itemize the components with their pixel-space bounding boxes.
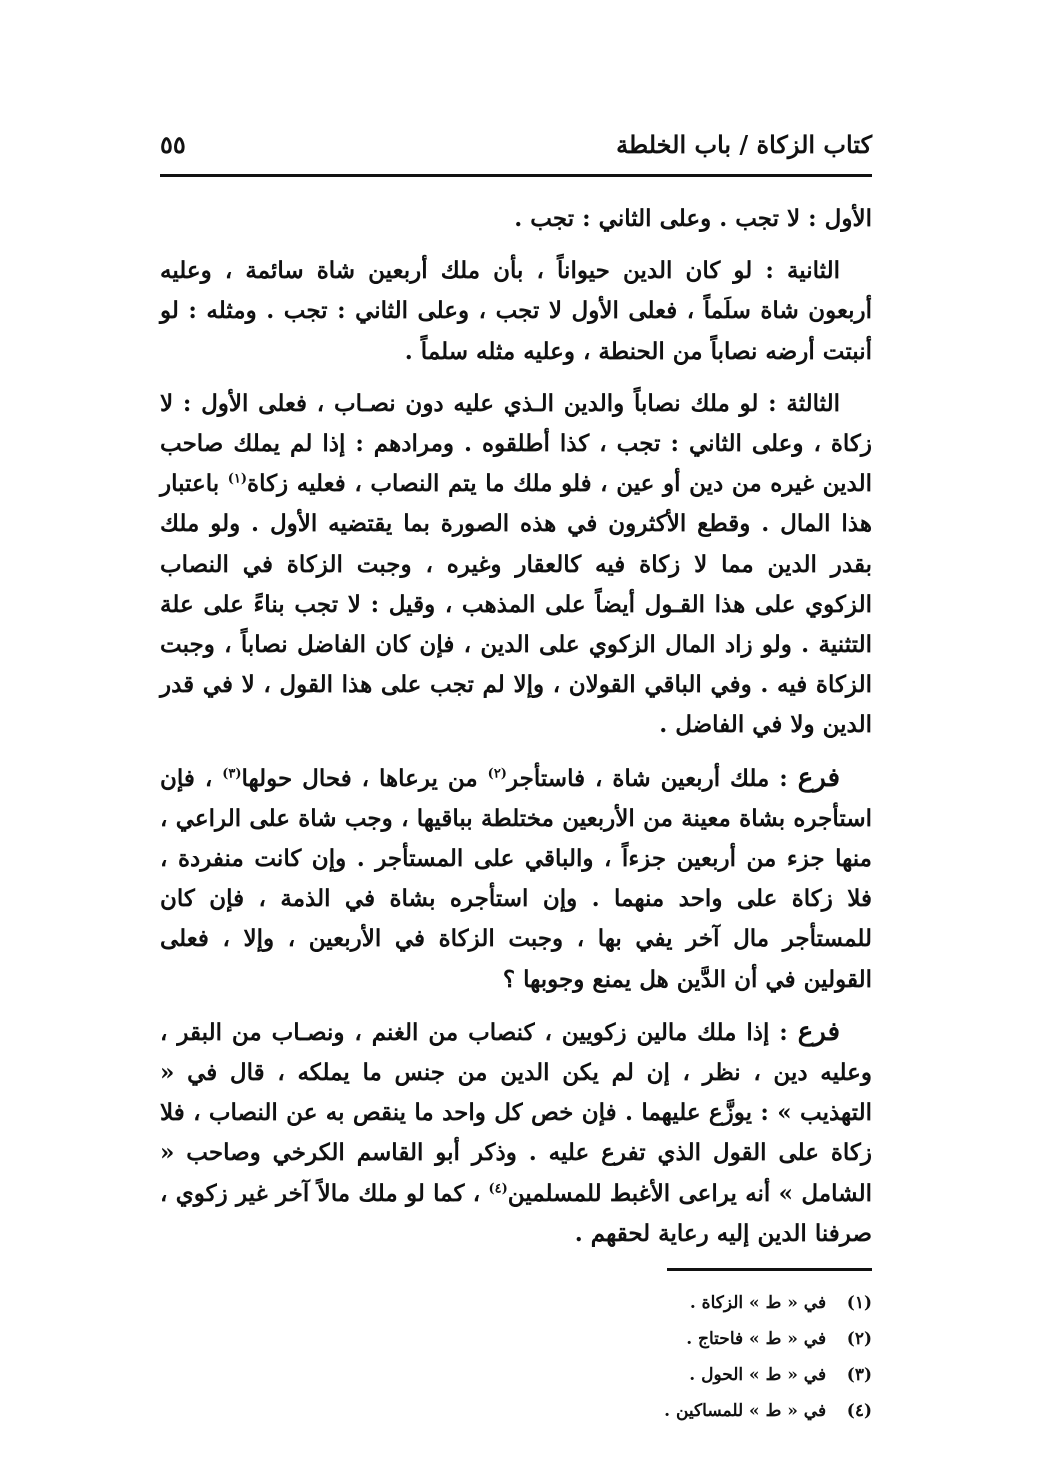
header-rule	[160, 174, 872, 177]
paragraph: فرع : إذا ملك مالين زكويين ، كنصاب من الغنم ، ونصـاب من البقر ، وعليه دين ، نظر ، إن لم يكن الدين من جنس ما يملكه ، قال في « التهذيب » : يوزَّع عليهما . فإن خص كل واحد ما ينقص به عن النصاب ، فلا زكاة على القول الذي تفرع عليه . وذكر أبو القاسم الكرخي وصاحب « الشامل » أنه يراعى الأغبط للمسلمين$^{(٤)}$ ، كما لو ملك مالاً آخر غير زكوي ، صرفنا الدين إليه رعاية لحقهم .	[160, 1016, 872, 1247]
page-number: ٥٥	[160, 130, 186, 159]
footnote-number: (٣)	[846, 1365, 872, 1386]
section-lead-word: فرع	[797, 762, 840, 793]
footnote-number: (٢)	[846, 1329, 872, 1350]
paragraph: الثالثة : لو ملك نصاباً والدين الـذي عليه دون نصـاب ، فعلى الأول : لا زكاة ، وعلى الثاني : تجب ، كذا أطلقوه . ومرادهم : إذا لم يملك صاحب الدين غيره من دين أو عين ، فلو ملك ما يتم النصاب ، فعليه زكاة$^{(١)}$ باعتبار هذا المال . وقطع الأكثرون في هذه الصورة بما يقتضيه الأول . ولو ملك بقدر الدين مما لا زكاة فيه كالعقار وغيره ، وجبت الزكاة في النصاب الزكوي على هذا القـول أيضاً على المذهب ، وقيل : لا تجب بناءً على علة التثنية . ولو زاد المال الزكوي على الدين ، فإن كان الفاضل نصاباً ، وجبت الزكاة فيه . وفي الباقي القولان ، وإلا لم تجب على هذا القول ، لا في قدر الدين ولا في الفاضل .	[160, 389, 872, 739]
footnote-rule	[667, 1268, 872, 1271]
footnote-ref[interactable]: (١)	[227, 471, 248, 487]
footnote-item	[160, 1393, 872, 1429]
paragraph: الثانية : لو كان الدين حيواناً ، بأن ملك أربعين شاة سائمة ، وعليه أربعون شاة سلَماً ، فعلى الأول لا تجب ، وعلى الثاني : تجب . ومثله : لو أنبتت أرضه نصاباً من الحنطة ، وعليه مثله سلماً .	[160, 257, 872, 365]
footnote-text: في « ط » للمساكين .	[664, 1401, 827, 1422]
running-title: كتاب الزكاة / باب الخلطة	[616, 130, 872, 159]
footnote-ref[interactable]: (٣)	[222, 765, 242, 781]
paragraph: الأول : لا تجب . وعلى الثاني : تجب .	[514, 205, 872, 232]
footnote-ref[interactable]: (٢)	[487, 765, 507, 781]
footnote-item	[160, 1357, 872, 1393]
footnote-ref[interactable]: (٤)	[488, 1181, 508, 1197]
footnotes-list	[160, 1285, 872, 1429]
footnote-text: في « ط » الحول .	[689, 1365, 827, 1386]
footnote-text: في « ط » فاحتاج .	[686, 1329, 827, 1350]
book-page	[160, 130, 872, 1429]
section-lead-word: فرع	[797, 1016, 840, 1047]
paragraph: فرع : ملك أربعين شاة ، فاستأجر$^{(٢)}$ من يرعاها ، فحال حولها$^{(٣)}$ ، فإن استأجره بشاة معينة من الأربعين مختلطة بباقيها ، وجب شاة على الراعي ، منها جزء من أربعين جزءاً ، والباقي على المستأجر . وإن كانت منفردة ، فلا زكاة على واحد منهما . وإن استأجره بشاة في الذمة ، فإن كان للمستأجر مال آخر يفي بها ، وجبت الزكاة في الأربعين ، وإلا ، فعلى القولين في أن الدَّين هل يمنع وجوبها ؟	[160, 762, 872, 993]
footnote-number: (١)	[846, 1293, 872, 1314]
footnote-text: في « ط » الزكاة .	[689, 1293, 827, 1314]
main-text	[160, 199, 872, 1254]
footnote-item	[160, 1321, 872, 1357]
footnote-item	[160, 1285, 872, 1321]
running-header	[160, 130, 872, 170]
footnote-number: (٤)	[846, 1401, 872, 1422]
